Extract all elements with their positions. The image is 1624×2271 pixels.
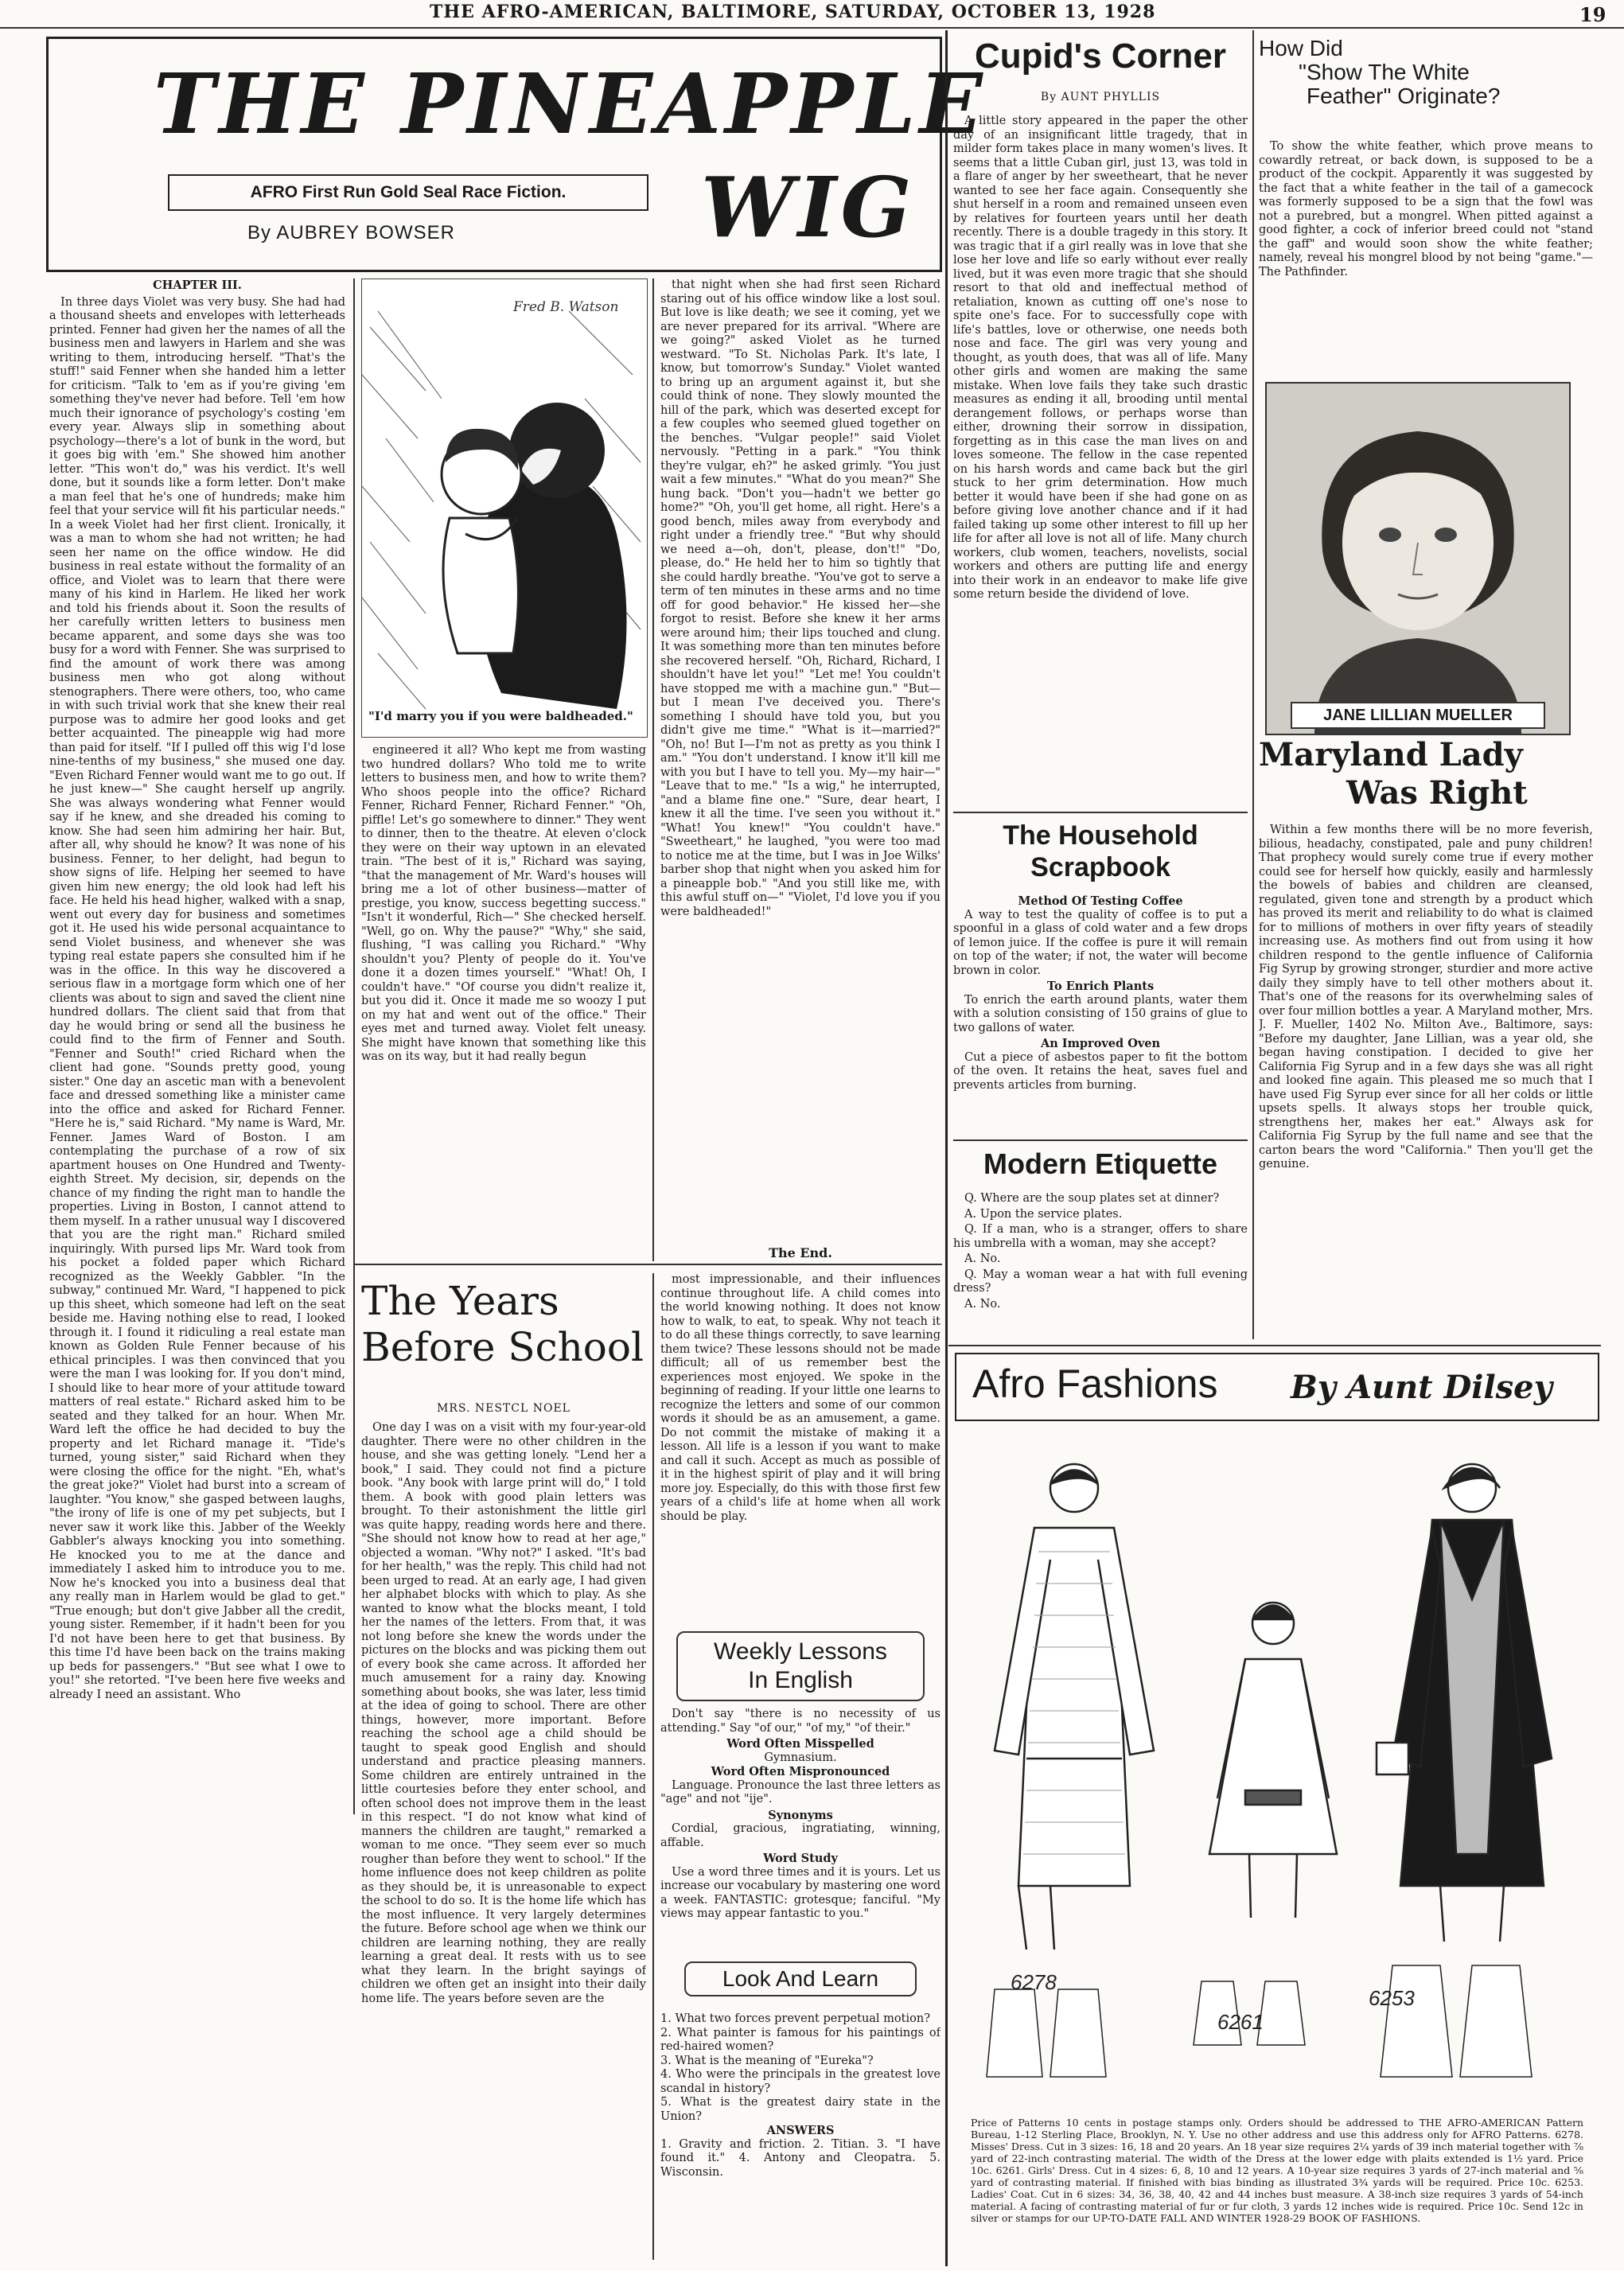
maryland-article <box>1259 736 1593 1341</box>
feather-body <box>1259 140 1593 281</box>
portrait-photo <box>1265 382 1571 735</box>
years-text-1: One day I was on a visit with my four-year-old daughter. There were no other children in the house, and she was getting lonely. "Lend her a book," I said. They could not find a picture book. "Any book with large print will do," I told them. A book with good plain letters was brought. To their astonishment the little girl was quite happy, reading words here and there. "She should not know how to read at her age," objected a woman. "Why not?" I asked. "It's bad for her health," was the reply. This child had not been urged to read. At an early age, I had given her alphabet blocks with which to play. As she wanted to know what the blocks meant, I told her the names of the letters. From that, it was not long before she knew the words under the pictures on the blocks and was picking them out of every book she came across. It afforded her much amusement for a rainy day. Knowing something about books, she was later, less timid at the idea of going to school. There are other things, however, more important. Before reaching the school age a child should be taught to speak good English and should understand and practice pleasing manners. Some children are entirely untrained in the little courtesies before they enter school, and often school does not improve them in the least in this respect. "I do not know what kind of manners the children are taught," remarked a woman to me once. "They seem ever so much rougher than before they went to school." If the home influence does not keep children as polite as they should be, it is unreasonable to expect the school to do so. It is the home life which has the most influence. It very largely determines the future. Before school age when we think our children are learning nothing, they are really learning a great deal. It rests with us to see what they learn. In the bright sayings of children we often get an insight into their daily home life. The years before seven are the <box>361 1421 646 2005</box>
years-title <box>361 1278 646 1370</box>
story-text-3: that night when she had first seen Richard staring out of his office window like a lost soul. But love is like death; we see it coming, yet we are never prepared for its arrival. "Where are we going?" asked Violet as he turned westward. "To St. Nicholas Park. It's late, I know, but tomorrow's Sunday." Violet wanted to bring up an argument against it, but she could think of none. They slowly mounted the hill of the park, which was deserted except for a few couples who seemed glued together on the benches. "Vulgar people!" said Violet nervously. "Petting in a park." "You think they're vulgar, eh?" he asked grimly. "You just wait a few minutes." "What do you mean?" She hung back. "Don't you—hadn't we better go home?" "Oh, you'll get home, all right. Here's a good bench, miles away from everybody and right under a friendly tree." "But why should we need a—oh, don't, please, don't!" "Do, please, do." He held her to him so tightly that she could hardly breathe. "You've got to serve a term of ten minutes in these arms and no time off for good behavior." He kissed her—she forgot to resist. Before she knew it her arms were around him; their lips touched and clung. It was something more than ten minutes before she recovered herself. "Oh, Richard, Richard, I shouldn't have let you!" "Let me! You couldn't have stopped me with a machine gun." "But—but I mean I've deceived you. There's something I should have told you, but you didn't give me time." "What is it—married?" "Oh, no! But I—I'm not as pretty as you think I am." "You don't understand. I know it'll kill me with you but I have to tell you. My—my hair—" "Leave that to me." "Is a wig," he interrupted, "and a blame fine one." "Sure, dear heart, I knew it all the time. I've seen you without it." "What! You knew!" "You couldn't have." "Sweetheart," he laughed, "you were too mad to notice me at the time, but I was in Joe Wilks' barber shop that night when you asked him for a pineapple bob." "And you still like me, with this awful stuff on—" "Violet, I'd love you if you were baldheaded!" <box>660 279 941 918</box>
fashions-fine-print <box>971 2117 1583 2224</box>
scrap-title-line-1: The Household <box>1003 820 1198 851</box>
fashions-fine-print-text: Price of Patterns 10 cents in postage stamps only. Orders should be addressed to THE AFRO-AMERICAN Pattern Bureau, 1-12 Sterling Place, Brooklyn, N. Y. Use no other address and use this address only for AFRO Patterns. 6278. Misses' Dress. Cut in 3 sizes: 16, 18 and 20 years. An 18 year size requires 2¼ yards of 39 inch material together with ⅞ yard of 22-inch contrasting material. The width of the Dress at the lower edge with plaits extended is 1½ yard. Price 10c. 6261. Girls' Dress. Cut in 4 sizes: 6, 8, 10 and 12 years. A 10-year size requires 3 yards of 27-inch material and ⅝ yard of contrasting material. If finished with bias binding as illustrated 3¾ yards will be required. Price 10c. 6253. Ladies' Coat. Cut in 6 sizes: 34, 36, 38, 40, 42 and 44 inches bust measure. A 38-inch size requires 3 yards of 54-inch material. A facing of contrasting material of fur or fur cloth, 3 yards 12 inches wide is required. Price 10c. Send 12c in silver or stamps for our UP-TO-DATE FALL AND WINTER 1928-29 BOOK OF FASHIONS. <box>971 2117 1583 2224</box>
afro-fashions <box>955 1353 1599 2260</box>
pattern-label-6261: 6261 <box>1217 2010 1264 2034</box>
feather-title <box>1259 37 1593 108</box>
weekly-heading-word-study: Word Study <box>763 1852 838 1865</box>
pattern-label-6278: 6278 <box>1011 1970 1057 1994</box>
maryland-title-line-2: Was Right <box>1346 774 1528 812</box>
weekly-mispronounced-text: Language. Pronounce the last three letters as "age" and not "ije". <box>660 1778 941 1806</box>
story-column-3 <box>660 279 941 1241</box>
story-title-wig: WIG <box>701 158 916 256</box>
illustration-caption: "I'd marry you if you were baldheaded." <box>368 709 633 723</box>
years-text-2: most impressionable, and their influences continue throughout life. A child comes into the world knowing nothing. It does not know how to walk, to eat, to speak. Why not teach it to do all these things correctly, to save learning them twice? These lessons should not be made difficult; all of us remember best the experiences most enjoyed. We spoke in the beginning of reading. If your little one learns to recognize the letters and some of our common words it should be as an amusement, a game. Do not commit the mistake of making it a lesson. All life is a lesson if you want to make and call it such. Accept as much as possible of it in the highest spirit of play and it will bring more joy. Especially, do this with those first few years of a child's life at home when all work should be play. <box>660 1273 941 1523</box>
weekly-title-line-1: Weekly Lessons <box>714 1638 887 1665</box>
modern-etiquette <box>953 1147 1248 1346</box>
scrap-title <box>953 820 1248 883</box>
masthead-rule <box>0 27 1624 29</box>
chapter-heading: CHAPTER III. <box>153 279 242 292</box>
etiquette-line: A. No. <box>964 1252 1001 1265</box>
weekly-text: Don't say "there is no necessity of us attending." Say "of our," "of my," "of their." <box>660 1708 941 1735</box>
scrap-body <box>953 894 1248 1094</box>
fashion-illustrations <box>963 1440 1591 2101</box>
maryland-text: Within a few months there will be no more feverish, bilious, headachy, constipated, pale and puny children! That prophecy would surely come true if every mother could see for herself how quickly, easily and harmlessly the bowels of babies and children are cleansed, regulated, given tone and strength by a product which has proved its merit and reliability to do what is claimed for to millions of mothers in over fifty years of steadily increasing use. As mothers find out from using it how children respond to the gentle influence of California Fig Syrup by growing stronger, sturdier and more active daily they simply have to tell other mothers about it. That's one of the reasons for its overwhelming sales of over four million bottles a year. A Maryland mother, Mrs. J. F. Mueller, 1402 No. Milton Ave., Baltimore, says: "Before my daughter, Jane Lillian, was a year old, she began having constipation. I decided to give her California Fig Syrup and in a few days she was all right and looked fine again. This pleased me so much that I have used Fig Syrup ever since for all her colds or little upsets spells. It always stops her trouble quick, strengthens her, makes her eat." Always ask for California Fig Syrup by the full name and see that the carton bears the word "California." Then you'll get the genuine. <box>1259 824 1593 1171</box>
story-byline: By AUBREY BOWSER <box>247 222 455 243</box>
weekly-title <box>676 1631 925 1701</box>
weekly-misspelled-word: Gymnasium. <box>764 1751 837 1764</box>
column-rule <box>353 279 355 1814</box>
scrap-text-oven: Cut a piece of asbestos paper to fit the bottom of the oven. It retains the heat, saves fuel and prevents articles from burning. <box>953 1050 1248 1092</box>
section-rule <box>953 812 1248 813</box>
story-column-1 <box>49 279 345 1814</box>
weekly-heading-misspelled: Word Often Misspelled <box>726 1737 874 1751</box>
years-title-line-1: The Years <box>361 1278 559 1324</box>
fashions-byline: By Aunt Dilsey <box>1291 1369 1552 1406</box>
story-title-box <box>46 37 987 272</box>
story-illustration <box>361 279 648 738</box>
look-question: 5. What is the greatest dairy state in the Union? <box>660 2096 941 2123</box>
look-question: 3. What is the meaning of "Eureka"? <box>660 2054 874 2067</box>
etiquette-line: Q. Where are the soup plates set at dinner? <box>964 1192 1220 1205</box>
etiquette-line: Q. If a man, who is a stranger, offers to share his umbrella with a woman, may she accept? <box>953 1223 1248 1250</box>
weekly-lessons <box>660 1631 941 1957</box>
section-rule <box>353 1264 942 1265</box>
story-text-2: engineered it all? Who kept me from wasting two hundred dollars? Who told me to write letters to business men, and how to write them? Who shoos people into the office? Richard Fenner, Richard Fenner, Richard Fenner." "Oh, piffle! Let's go somewhere to dinner." They went to dinner, then to the theatre. At eleven o'clock they were on their way uptown in an elevated train. "The best of it is," Richard was saying, "that the management of Mr. Ward's houses will bring me a lot of other business—matter of prestige, you know, success begetting success." "Isn't it wonderful, Rich—" She checked herself. "Well, go on. Why the pause?" "Why," she said, flushing, "I was calling you Richard." "Why shouldn't you? Plenty of people do it. You've done it a dozen times yourself." "What! Oh, I couldn't have." "Of course you didn't realize it, but you did it. Once it made me so woozy I put on my hat and went out of the office." Their eyes met and turned away. Violet felt uneasy. She might have known that something like this was on its way, but it had really begun <box>361 744 646 1063</box>
story-text-1: In three days Violet was very busy. She had had a thousand sheets and envelopes with letterheads printed. Fenner had given her the names of all the business men and lawyers in Harlem and she was writing to them, introducing herself. "That's the stuff!" said Fenner when she handed him a letter for criticism. "Talk to 'em as if you're giving 'em something they've never had before. Tell 'em how much their ignorance of psychology's costing 'em every year. Always slip in something about psychology—there's a lot of bunk in the word, but it goes big with 'em." She showed him another letter. "This won't do," was his verdict. It's well done, but it sounds like a form letter. Don't make a man feel that he's one of hundreds; make him feel that your service will fit his particular needs." In a week Violet had her first client. Ironically, it was a man to whom she had not written; he had seen her name on the office window. He did business in real estate without the formality of an office, and Violet was to learn that there were many of his kind in Harlem. He liked her work and told his friends about it. Soon the results of her carefully written letters to business men became apparent, and some days she was too busy for a word with Fenner. She was surprised to find the amount of work there was among business men who got along without stenographers. There were others, too, who came in with such trivial work that she knew their real purpose was to admire her good looks and get better acquainted. The pineapple wig had more than paid for itself. "If I pulled off this wig I'd lose nine-tenths of my business," she mused one day. "Even Richard Fenner would want me to go out. If he just knew—" She caught herself up angrily. She was always wondering what Fenner would say if he knew, and she dreaded his coming to know. She had seen him admiring her hair. But, after all, why should he know? It was none of his business. Fenner, to her delight, had begun to show signs of life. Helping her seemed to have given him new energy; the old look had left his face. He held his head higher, walked with a snap, went out every day for business and sometimes got it. He used his wide personal acquaintance to send Violet business, and whenever she was typing real estate papers she consulted him if he was in the office. In this way he discovered a serious flaw in a mortgage form which one of her clients was about to sign and saved the client nine hundred dollars. The client said that from that day he would bring or send all the business he could find to the firm of Fenner and South. "Fenner and South!" cried Richard when the client had gone. "Sounds pretty good, young sister." One day an ascetic man with a benevolent face and dressed something like a minister came into the office and asked for Richard Fenner. "Here he is," said Richard. "My name is Ward, Mr. Fenner. James Ward of Boston. I am contemplating the purchase of a row of six apartment houses on One Hundred and Twenty-eighth Street. My decision, sir, depends on the chance of my finding the right man to handle the properties. Living in Boston, I cannot attend to them myself. In a rather unusual way I discovered that you are the right man." Richard smiled inquiringly. With pursed lips Mr. Ward took from his pocket a folded paper which Richard recognized as the Weekly Gabbler. "In the subway," continued Mr. Ward, "I happened to pick up this sheet, which someone had left on the seat beside me. Having nothing else to read, I looked through it. I found it ridiculing a real estate man known as Golden Rule Fenner because of his ethical principles. I was then convinced that you were the man I was looking for. If you don't mind, I should like to hear more of your attitude toward matters of real estate." Richard asked him to be seated and they talked for an hour. When Mr. Ward left the office he had decided to buy the property and let Richard manage it. "Tide's turned, young sister," said Richard when they were closing the office for the night. "Eh, what's the great joke?" Violet had burst into a scream of laughter. "You know," she gasped between laughs, "the irony of life is one of my pet subjects, but I never saw it work like this. Jabber of the Weekly Gabbler's always knocking you into something. He knocked you to me at the dance and immediately I asked him to introduce you to me. Now he's knocked you into a business deal that any really man in Harlem would be glad to get." "True enough; but don't give Jabber all the credit, young sister. Remember, if it hadn't been for you I'd not have been here to get that business. By this time I'd have been back on the trains making up beds for passengers." "But see what I owe to you!" she retorted. "I've been here five weeks and already I need an assistant. Who <box>49 295 345 1701</box>
girl-portrait-image <box>1267 384 1569 734</box>
cupid-body <box>953 115 1248 735</box>
etiquette-line: A. Upon the service plates. <box>964 1207 1123 1221</box>
weekly-body <box>660 1708 941 1923</box>
years-title-line-2: Before School <box>361 1324 644 1370</box>
etiquette-body <box>953 1192 1248 1313</box>
look-body <box>660 2012 941 2179</box>
cupid-title: Cupid's Corner <box>974 37 1227 76</box>
scrap-heading-plants: To Enrich Plants <box>1046 980 1155 993</box>
column-rule <box>652 1273 654 2260</box>
etiquette-line: Q. May a woman wear a hat with full evening dress? <box>953 1268 1248 1295</box>
feather-title-line-3: Feather" Originate? <box>1307 84 1501 108</box>
story-series: AFRO First Run Gold Seal Race Fiction. <box>168 174 648 211</box>
feather-title-line-1: How Did <box>1259 36 1343 60</box>
scrap-title-line-2: Scrapbook <box>1030 852 1170 882</box>
column-rule <box>652 279 654 1261</box>
story-title: THE PINEAPPLE <box>154 55 987 153</box>
look-answers-heading: ANSWERS <box>766 2124 835 2137</box>
look-and-learn <box>660 1961 941 2264</box>
section-rule <box>948 1345 1601 1346</box>
maryland-title <box>1259 736 1593 812</box>
scrap-heading-oven: An Improved Oven <box>1040 1037 1161 1050</box>
scrap-heading-coffee: Method Of Testing Coffee <box>1018 894 1183 908</box>
etiquette-line: A. No. <box>964 1297 1001 1311</box>
pattern-label-6253: 6253 <box>1369 1986 1415 2010</box>
column-rule <box>945 30 948 2266</box>
illustration-signature: Fred B. Watson <box>513 299 619 315</box>
years-article <box>361 1273 646 2260</box>
years-byline: MRS. NESTCL NOEL <box>437 1402 571 1415</box>
masthead <box>0 0 1624 30</box>
weekly-heading-synonyms: Synonyms <box>768 1808 833 1822</box>
column-rule <box>1252 30 1254 1339</box>
photo-label: JANE LILLIAN MUELLER <box>1291 702 1545 729</box>
look-question: 4. Who were the principals in the greatest love scandal in history? <box>660 2068 941 2095</box>
years-column-2 <box>660 1273 941 1631</box>
weekly-synonyms-text: Cordial, gracious, ingratiating, winning, affable. <box>660 1822 941 1849</box>
masthead-line: THE AFRO-AMERICAN, BALTIMORE, SATURDAY, OCTOBER 13, 1928 <box>430 2 1156 22</box>
story-end: The End. <box>769 1245 832 1260</box>
look-answers: 1. Gravity and friction. 2. Titian. 3. "I have found it." 4. Antony and Cleopatra. 5. Wisconsin. <box>660 2137 941 2179</box>
page-number: 19 <box>1579 3 1606 26</box>
couple-embrace-drawing <box>362 279 647 737</box>
maryland-body <box>1259 824 1593 1333</box>
white-feather-article <box>1259 37 1593 434</box>
look-title: Look And Learn <box>684 1961 917 1996</box>
look-question: 2. What painter is famous for his paintings of red-haired women? <box>660 2026 941 2053</box>
section-rule <box>953 1139 1248 1141</box>
look-question: 1. What two forces prevent perpetual motion? <box>660 2012 930 2025</box>
story-column-2 <box>361 744 646 1261</box>
household-scrapbook <box>953 820 1248 1138</box>
scrap-text-coffee: A way to test the quality of coffee is to put a spoonful in a glass of cold water and a few drops of lemon juice. If the coffee is pure it will remain on top of the water; if not, the water will become brown in color. <box>953 908 1248 977</box>
cupid-byline: By AUNT PHYLLIS <box>1040 91 1161 103</box>
weekly-title-line-2: In English <box>748 1667 853 1693</box>
cupids-corner <box>953 37 1248 808</box>
weekly-word-study-text: Use a word three times and it is yours. Let us increase our vocabulary by mastering one word a week. FANTASTIC: grotesque; fanciful. "My views may appear fantastic to you." <box>660 1865 941 1920</box>
scrap-text-plants: To enrich the earth around plants, water them with a solution consisting of 150 grains of glue to two gallons of water. <box>953 993 1248 1034</box>
cupid-text: A little story appeared in the paper the other day of an insignificant little tragedy, that in milder form takes place in many women's lives. It seems that a little Cuban girl, just 13, was told in a flare of anger by her sweetheart, that he never wanted to see her face again. Consequently she shut herself in a room and remained unseen even by relatives for fourteen years until her death recently. There is a double tragedy in this story. It was tragic that if a girl really was in love that she lose her love and life so early without ever really lived, but it was even more tragic that she should resort to that old and ineffectual method of retaliation, known as cutting off one's nose to spite one's face. For to successfully cope with life's battles, love or otherwise, one needs both nose and face. The girl was very young and thought, as youth does, that was all of life. Many other girls and women are making the same mistake. When love fails they take such drastic measures as ending it all, brooding until mental derangement follows, or perhaps worse than either, drowning their sorrow in dissipation, forgetting as in this case the man lives on and loves someone. The fellow in the case repented on his harsh words and came back but the girl stuck to her grim determination. How much better it would have been if she had gone on as before giving love another chance and if it had failed taking up some other interest to fill up her life for after all love is not all of life. Many church workers, club women, teachers, novelists, social workers and others are putting life and energy into their work in an endeavor to make life give some return beside the dividend of love. <box>953 115 1248 601</box>
maryland-title-line-1: Maryland Lady <box>1259 736 1523 773</box>
weekly-heading-mispronounced: Word Often Mispronounced <box>711 1765 890 1778</box>
fashions-title: Afro Fashions <box>972 1361 1218 1406</box>
feather-title-line-2: "Show The White <box>1299 60 1470 84</box>
feather-text: To show the white feather, which prove means to cowardly retreat, or back down, is supposed to be a product of the cockpit. Apparently it was suggested by the fact that a white feather in the tail of a gamecock was formerly supposed to be a sign that the fowl was not a purebred, but a mongrel. When pitted against a good fighter, a cock of inferior breed could not "stand the gaff" and would soon show the white feather; namely, reveal his mongrel blood by not being "game."—The Pathfinder. <box>1259 140 1593 279</box>
fashions-title-box <box>955 1353 1599 1421</box>
years-column-1 <box>361 1421 646 2225</box>
etiquette-title: Modern Etiquette <box>983 1147 1217 1180</box>
